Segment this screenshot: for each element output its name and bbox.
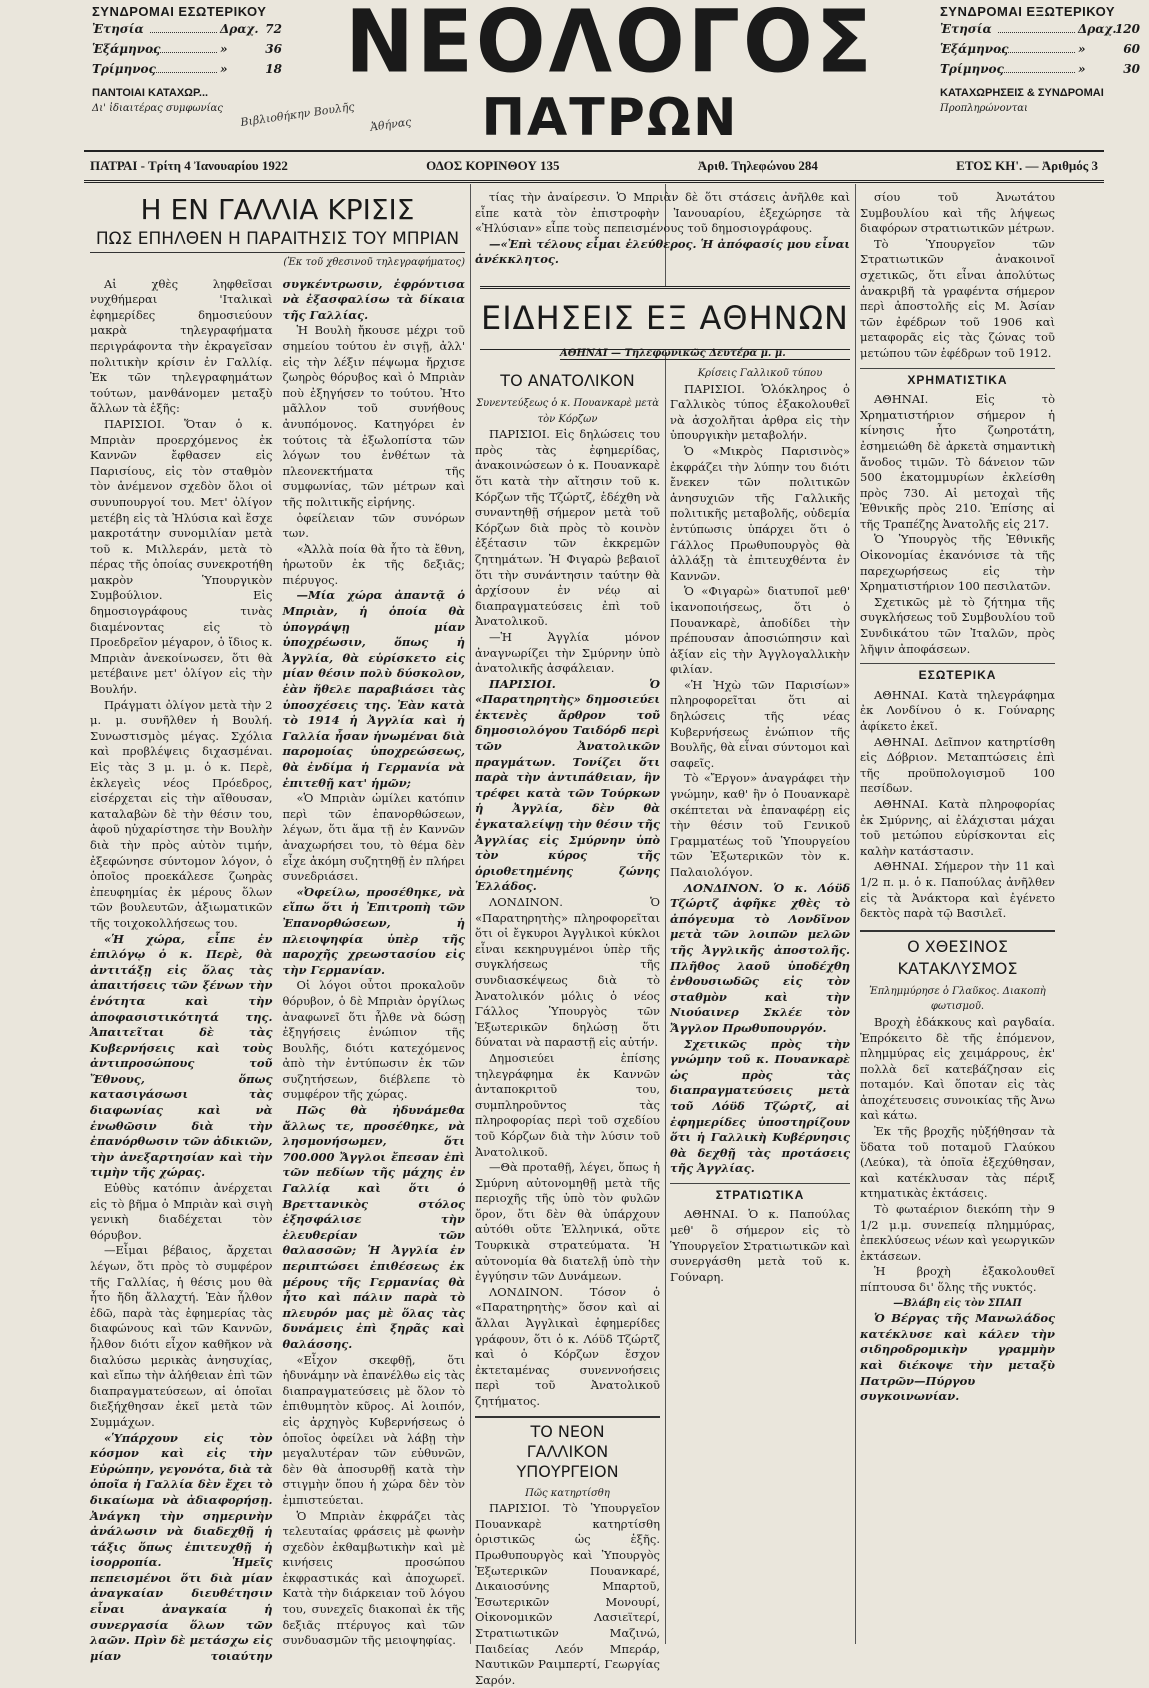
dateline (84, 150, 1104, 183)
dateline-issue: ΕΤΟΣ ΚΗ'. — Ἀριθμός 3 (956, 158, 1098, 173)
newspaper-title: ΝΕΟΛΟΓΟΣ (345, 0, 875, 93)
paragraph: Σχετικῶς πρὸς τὴν γνώμην τοῦ κ. Πουανκαρὲ ὡς πρὸς τὰς διαπραγματεύσεις μετὰ τοῦ Λόϋδ Τζώρτζ, αἱ ἐφημερίδες ὑποστηρίζουν ὅτι ἡ Γαλλικὴ Κυβέρνησις θὰ δεχθῇ τὰς προτάσεις τῆς Ἀγγλίας. (670, 1036, 850, 1176)
rate-amount: 30 (1123, 62, 1140, 76)
article-body (90, 277, 465, 1665)
paragraph: ΠΑΡΙΣΙΟΙ. Ὁλόκληρος ὁ Γαλλικὸς τύπος ἐξακολουθεῖ νὰ ἀσχολῆται ἀρθρα εἰς τὴν ὑπουργικὴν μεταβολήν. (670, 381, 850, 443)
rate-label: Ἑξάμηνος (92, 42, 161, 56)
dateline-address: ΟΔΟΣ ΚΟΡΙΝΘΟΥ 135 (426, 158, 560, 173)
paragraph: ΑΘΗΝΑΙ. Εἰς τὸ Χρηματιστήριον σήμερον ἡ κίνησις ἦτο ζωηροτάτη, ἐσημειώθη δὲ ἀρκετὰ σημαντικὴ ἄνοδος τιμῶν. Τὸ δάνειον τῶν 500 ἑκατομμυρίων ἐκλείσθη πρὸς 730. Αἱ μετοχαὶ τῆς Ἐθνικῆς πρὸς 210. Ἐπίσης αἱ τῆς Τραπέζης Ἀνατολῆς εἰς 217. (860, 392, 1055, 531)
paragraph: ΑΘΗΝΑΙ. Κατὰ τηλεγράφημα ἐκ Λονδίνου ὁ κ. Γούναρης ἀφίκετο ἐκεῖ. (860, 687, 1055, 733)
section-heading: ΧΡΗΜΑΤΙΣΤΙΚΑ (860, 368, 1055, 389)
article-subhead: ΠΩΣ ΕΠΗΛΘΕΝ Η ΠΑΡΑΙΤΗΣΙΣ ΤΟΥ ΜΠΡΙΑΝ (90, 228, 465, 253)
rate-label: Τρίμηνος (92, 62, 156, 76)
paragraph: «Ὀφείλω, προσέθηκε, νὰ εἴπω ὅτι ἡ Ἐπιτροπὴ τῶν Ἐπανορθώσεων, ἡ πλειοψηφία ὑπὲρ τῆς παροχῆς χρεωστασίου εἰς τὴν Γερμανίαν. (282, 884, 465, 977)
paragraph: —Θὰ προταθῇ, λέγει, ὅπως ἡ Σμύρνη αὐτονομηθῇ μετὰ τῆς περιοχῆς τῆς ὑπὸ τὸν φυλῶν ὅρον, ὅτι δὲν θὰ ὑπάρχουν αὐτόθι οὔτε Ἑλληνικά, οὔτε Τουρκικὰ στρατεύματα. Ἡ αὐτονομία θὰ διατελῇ ὑπὸ τὴν ἐγγύησιν τῶν Δυνάμεων. (475, 1160, 660, 1284)
paragraph: ΑΘΗΝΑΙ. Σήμερον τὴν 11 καὶ 1/2 π. μ. ὁ κ. Παπούλας ἀνῆλθεν εἰς τὰ Ἀνάκτορα καὶ ἐγένετο δεκτὸς παρὰ τῷ Βασιλεῖ. (860, 859, 1055, 921)
paragraph: «Ἀλλὰ ποία θὰ ἦτο τὰ ἔθνη, ἡρωτοῦν ἐκ τῆς δεξιᾶς; πιέρυγος. (282, 541, 465, 587)
rate-label: Ἑξάμηνος (940, 42, 1009, 56)
rate-currency: Δραχ. (1078, 22, 1117, 36)
paragraph: Ὁ «Μικρὸς Παρισινὸς» ἐκφράζει τὴν λύπην του διότι ἔνεκεν τῶν πολιτικῶν ἀνησυχιῶν τῆς Γαλλικῆς πολιτικῆς μεταβολῆς, οὐδεμία ἐντύπωσις ὑπάρχει ὅτι ὁ Γάλλος Πρωθυπουργὸς θὰ ἀλλάξῃ τὰ ἐπιτευχθέντα ἐν Καννῶν. (670, 443, 850, 583)
paragraph: ΛΟΝΔΙΝΟΝ. Ὁ κ. Λόϋδ Τζώρτζ ἀφῆκε χθὲς τὸ ἀπόγευμα τὸ Λονδῖνον μετὰ τῶν λοιπῶν μελῶν τῆς Ἀγγλικῆς ἀποστολῆς. Πλῆθος λαοῦ ὑποδέχθη ἐνθουσιωδῶς εἰς τὸν σταθμὸν καὶ τὴν Νιούαινερ Σκλέε τὸν Ἄγγλον Πρωθυπουργόν. (670, 880, 850, 1035)
paragraph: ΛΟΝΔΙΝΟΝ. Ὁ «Παρατηρητὴς» πληροφορεῖται ὅτι οἱ ἔγκυροι Ἀγγλικοὶ κύκλοι εἶναι κεκηρυγμένοι ὑπὲρ τῆς συγκλήσεως τῆς συνδιασκέψεως διὰ τὸ Ἀνατολικόν μόλις ὁ νέος Γάλλος Ὑπουργὸς τῶν Ἐξωτερικῶν δηλώσῃ ὅτι δύναται νὰ παραστῇ εἰς αὐτήν. (475, 895, 660, 1050)
paragraph: —«Ἐπὶ τέλους εἶμαι ἐλεύθερος. Ἡ ἀπόφασίς μου εἶναι ἀνέκκλητος. (475, 236, 850, 267)
ads-note: ΚΑΤΑΧΩΡΗΣΕΙΣ & ΣΥΝΔΡΟΜΑΙ (940, 87, 1104, 99)
paragraph: Σχετικῶς μὲ τὸ ζήτημα τῆς συγκλήσεως τοῦ Συμβουλίου τοῦ Συνδικάτου τῶν Ἰταλῶν, πρὸς λῆψιν ἀποφάσεων. (860, 594, 1055, 656)
ads-note-detail: Δι' ἰδιαιτέρας συμφωνίας (92, 103, 223, 114)
section-heading: Ο ΧΘΕΣΙΝΟΣ ΚΑΤΑΚΛΥΣΜΟΣ (860, 930, 1055, 980)
rate-row (92, 39, 282, 59)
leader-dots (150, 39, 217, 53)
newspaper-subtitle: ΠΑΤΡΩΝ (481, 88, 739, 148)
dateline-place-date: ΠΑΤΡΑΙ - Τρίτη 4 Ἰανουαρίου 1922 (90, 158, 288, 173)
paragraph: Ἐκ τῆς βροχῆς ηὐξήθησαν τὰ ὕδατα τοῦ ποταμοῦ Γλαύκου (Λεύκα), τὰ ὁποῖα ἐξεχύθησαν, καὶ κατέκλυσαν τὰς πέριξ κτηματικὰς ἐκτάσεις. (860, 1124, 1055, 1201)
rate-label: Ἐτησία (92, 22, 144, 36)
paragraph: ΠΑΡΙΣΙΟΙ. Ὅταν ὁ κ. Μπριὰν προερχόμενος ἐκ Καννῶν ἔφθασεν εἰς Παρισίους, εἰς τὸν σταθμὸν τὸν ἀνέμενον σχεδὸν ὅλοι οἱ συνυπουργοί του. Μετ' ὀλίγον μετέβη εἰς τὰ Ἠλύσια καὶ ἔσχε μακροτάτην συνομιλίαν μετὰ τοῦ κ. Μιλλεράν, μετὰ τὸ πέρας τῆς ὁποίας συνεκροτήθη μακρὸν Ὑπουργικὸν Συμβούλιον. Εἰς δημοσιογράφους τινὰς διαμένοντας εἰς τὸ Προεδρεῖον μέγαρον, ὁ ἴδιος κ. Μπριὰν ἀνεκοίνωσεν, ὅτι θὰ μετέβαινε μετ' ὀλίγον εἰς τὴν Βουλήν. (90, 416, 273, 697)
leader-dots (150, 59, 217, 73)
paragraph: Βροχὴ ἐδάκκους καὶ ραγδαία. Ἐπρόκειτο δὲ τῆς ἐπόμενον, πλημμύρας εἰς χειμάρρους, ἐκ' πολλὰ δεῖ κατεβάζησαν εἰς ποταμόν. Καὶ ὅποταν εἰς τὰς ἀποχέτευσεις συνοικίας τῆς Ἀνω καὶ κάτω. (860, 1014, 1055, 1123)
rate-row (92, 19, 282, 39)
section-note: —Βλάβη εἰς τὸν ΣΠΑΠ (893, 1297, 1022, 1309)
paragraph: Ὁ Ὑπουργὸς τῆς Ἐθνικῆς Οἰκονομίας ἐκανόνισε τὰ τῆς παρεχωρήσεως εἰς τὴν Χρηματιστήριον 100 πεσιλατῶν. (860, 532, 1055, 594)
foreign-subscriptions (940, 0, 1140, 114)
rate-currency: » (220, 62, 228, 76)
section-subline: ΑΘΗΝΑΙ — Τηλεφωνικῶς Δευτέρα μ. μ. (560, 348, 850, 360)
paragraph: «Ἡ χώρα, εἶπε ἐν ἐπιλόγῳ ὁ κ. Περὲ, θὰ ἀντιτάξῃ εἰς ὅλας τὰς ἀπαιτήσεις τῶν ξένων τὴν ἑνότητα καὶ τὴν ἀποφασιστικότητά της. Ἀπαιτεῖται δὲ τὰς Κυβερνήσεις καὶ τοὺς ἀντιπροσώπους τοῦ Ἔθνους, ὅπως κατασιγάσωσι τὰς διαφωνίας καὶ νὰ ἑνωθῶσιν διὰ τὴν ἐπανόρθωσιν τῶν ἀδικιῶν, τὴν ἀνεξαρτησίαν καὶ τὴν τιμὴν τῆς χώρας. (90, 931, 273, 1180)
section-note: Κρίσεις Γαλλικοῦ τύπου (697, 368, 823, 379)
rate-row (940, 19, 1140, 39)
paragraph: Οἱ λόγοι οὗτοι προκαλοῦν θόρυβον, ὁ δὲ Μπριὰν ὀργίλως ἀναφωνεῖ ὅτι ἦλθε νὰ δώσῃ ἐξηγήσεις ἐνώπιον τῆς Βουλῆς, διότι κατεχόμενος ἀπὸ τὴν ἐντύπωσιν ἐκ τῶν συζητήσεων, διέβλεπε τὸ συμφέρον τῆς χώρας. (282, 978, 465, 1102)
section-note: Συνεντεύξεως ὁ κ. Πουανκαρὲ μετὰ τὸν Κόρζων (475, 398, 660, 425)
leader-dots (998, 39, 1075, 53)
paragraph: Ἡ βροχὴ ἐξακολουθεῖ πίπτουσα δι' ὅλης τῆς νυκτός. (860, 1264, 1055, 1294)
rate-currency: » (1078, 62, 1086, 76)
column-rule (855, 184, 856, 1644)
library-stamp: Βιβλιοθήκην Βουλῆς (239, 100, 356, 129)
leader-dots (150, 19, 217, 33)
paragraph: Ὁ Βέργας τῆς Μανωλάδος κατέκλυσε καὶ κάλεν τὴν σιδηροδρομικὴν γραμμὴν καὶ διέκοψε τὴν μεταξὺ Πατρῶν—Πύργου συγκοινωνίαν. (860, 1311, 1055, 1404)
rate-row (92, 59, 282, 79)
paragraph: ὀφείλειαν τῶν συνόρων των. (282, 510, 465, 541)
paragraph: Πράγματι ὀλίγον μετὰ τὴν 2 μ. μ. συνῆλθεν ἡ Βουλή. Συνωστισμὸς μέγας. Σχόλια καὶ προβλέψεις διχασμέναι. Εἰς τὰς 3 μ. μ. ὁ κ. Περὲ, ἐκλεγεὶς νέος Πρόεδρος, εἰσέρχεται εἰς τὴν αἴθουσαν, καταλαβὼν δὲ τὴν θέσιν του, ἀφοῦ ηὐχαρίστησε τὴν Βουλὴν διὰ τὴν πρὸς αὐτὸν τιμήν, ἐξεφώνησε σύντομον λόγον, ὁ ὁποῖος προεκάλεσε ζωηρὰς ἐπευφημίας ἐκ μέρους ὅλων τῶν βουλευτῶν, ἀξιωματικῶν τῆς τοιχοκολλήσεως του. (90, 697, 273, 930)
rate-amount: 36 (265, 42, 282, 56)
paragraph: Τὸ Ὑπουργεῖον τῶν Στρατιωτικῶν ἀνακοινοῖ σχετικῶς, ὅτι εἶναι ἀπολύτως ἀνακριβῆ τὰ γραφέντα σήμερον περὶ ἀποστολῆς εἰς Μ. Ἀσίαν τῶν ἐφέδρων τοῦ 1906 καὶ μεταφορᾶς εἰς τὰς ζώνας τοῦ μετώπου τῶν ἐφέδρων τοῦ 1912. (860, 236, 1055, 360)
athens-news-col-b (670, 366, 850, 1651)
paragraph: Αἱ χθὲς ληφθεῖσαι νυχθήμεραι 'Ιταλικαὶ ἐφημερίδες δημοσιεύουν μακρὰ τηλεγραφήματα περιγράφοντα τὴν ἐκραγεῖσαν πολιτικὴν κρίσιν ἐν Γαλλίᾳ. Ἐκ τῶν τηλεγραφημάτων τούτων, μανθάνομεν μεταξὺ ἄλλων τὰ ἑξῆς: (90, 276, 273, 416)
column-rule (665, 184, 666, 1644)
paragraph: ΠΑΡΙΣΙΟΙ. Εἰς δηλώσεις του πρὸς τὰς ἐφημερίδας, ἀνακοινώσεων ὁ κ. Πουανκαρὲ ὅτι κατὰ τὴν αἴτησιν τοῦ κ. Κόρζων τῆς Τζώρτζ, ἐδέχθη νὰ συναντηθῇ σήμερον μετὰ τοῦ Κόρζων διὰ πρὸς τὸ κοινὸν ἐξέτασιν τῶν ἐκκρεμῶν ζητημάτων. Ἡ Φιγαρὼ βεβαιοῖ ὅτι τὴν συνάντησιν ταύτην θὰ ἀρχίσουν ἐν νέῳ αἱ διαπραγματεύσεις ἐπὶ τοῦ Ἀνατολικοῦ. (475, 427, 660, 629)
leader-dots (998, 19, 1075, 33)
rate-amount: 60 (1123, 42, 1140, 56)
paragraph: ΠΑΡΙΣΙΟΙ. Ὁ «Παρατηρητὴς» δημοσιεύει ἐκτενὲς ἄρθρον τοῦ δημοσιολόγου Ταιδόρδ περὶ τῶν Ἀνατολικῶν πραγμάτων. Τονίζει ὅτι παρὰ τὴν ἀντιπάθειαν, ἣν τρέφει κατὰ τῶν Τούρκων ἡ Ἀγγλία, δὲν θὰ ἐγκαταλείψῃ τὴν θέσιν τῆς Ἀγγλίας εἰς Σμύρνην ὑπὸ τὸν κύρος τῆς ὁριοθετημένης ζώνης Ἑλλάδος. (475, 676, 660, 894)
leader-dots (998, 59, 1075, 73)
paragraph: ΠΑΡΙΣΙΟΙ. Τὸ Ὑπουργεῖον Πουανκαρὲ κατηρτίσθη ὁριστικῶς ὡς ἑξῆς. Πρωθυπουργὸς καὶ Ὑπουργὸς Ἐξωτερικῶν Πουανκαρέ, Δικαιοσύνης Μπαρτοῦ, Ἐσωτερικῶν Μονουρί, Οἰκονομικῶν Λασιεϊτερί, Στρατιωτικῶν Μαζινώ, Παιδείας Λεόν Μπεράρ, Ναυτικῶν Ραιμπερτί, Γεωργίας Σαρόν. (475, 1501, 660, 1687)
section-headline-athens-news: ΕΙΔΗΣΕΙΣ ΕΞ ΑΘΗΝΩΝ (480, 286, 850, 350)
rate-amount: 72 (265, 22, 282, 36)
paragraph: Εὐθὺς κατόπιν ἀνέρχεται εἰς τὸ βῆμα ὁ Μπριὰν καὶ σιγὴ γενικὴ διαδέχεται τὸν θόρυβον. (90, 1181, 273, 1242)
dateline-phone: Ἀριθ. Τηλεφώνου 284 (697, 158, 818, 173)
paragraph: Ὁ «Φιγαρὼ» διατυποῖ μεθ' ἱκανοποιήσεως, ὅτι ὁ Πουανκαρὲ, ἀποδίδει τὴν πρέπουσαν ἀποσιώπησιν καὶ ἀξίαν εἰς τὴν Ἀγγλογαλλικὴν φιλίαν. (670, 584, 850, 677)
rate-amount: 18 (265, 62, 282, 76)
rate-currency: Δραχ. (220, 22, 259, 36)
column-rule (470, 184, 471, 1644)
paragraph: ΑΘΗΝΑΙ. Κατὰ πληροφορίας ἐκ Σμύρνης, αἱ ἐλάχισται μάχαι τοῦ μετώπου εὑρίσκονται εἰς καλὴν κατάστασιν. (860, 796, 1055, 858)
rate-row (940, 59, 1140, 79)
paragraph: Ἡ Βουλὴ ἤκουσε μέχρι τοῦ σημείου τούτου ἐν σιγῇ, ἀλλ' εἰς τὴν λέξιν πέψωμα ἤρχισε ζωηρὸς θόρυβος καὶ ὁ Μπριὰν ποὺ ἐξηγήσεν το τούτου. Ἠτο μᾶλλον τοῦ συνήθους ἀνυπόμονος. Κατηγόρει ἐν τούτοις τὰ ἐξωλοπίστα τῶν λόγων του ἐνθέτων τὰ πλεονεκτήματα τῆς συμφωνίας, τῶν μέτρων καὶ τῆς πολιτικῆς εἰρήνης. (282, 323, 465, 509)
section-note: Πῶς κατηρτίσθη (525, 1487, 610, 1499)
paragraph: —Μία χώρα ἀπαντᾷ ὁ Μπριὰν, ἡ ὁποία θὰ ὑπογράψῃ μίαν ὑποχρέωσιν, ὅπως ἡ Ἀγγλία, θὰ εὑρίσκετο εἰς μίαν θέσιν πολὺ δύσκολον, ἐὰν ἤθελε παραβιάσει τὰς ὑποσχέσεις της. Ἐὰν κατὰ τὸ 1914 ἡ Ἀγγλία καὶ ἡ Γαλλία ἦσαν ἡνωμέναι διὰ παρομοίας ὑποχρεώσεως, θὰ ἐνδίμα ἡ Γερμανία νὰ ἐπιτεθῇ κατ' ἡμῶν; (282, 588, 465, 790)
paragraph: ΑΘΗΝΑΙ. Δεῖπνον κατηρτίσθη εἰς Δόβριον. Μεταπτώσεις ἐπὶ τῆς προϋπολογισμοῦ 100 πεσίδων. (860, 734, 1055, 796)
paragraph: Δημοσιεύει ἐπίσης τηλεγράφημα ἐκ Καννῶν ἀνταποκριτοῦ του, συμπληροῦντος τὰς πληροφορίας περὶ τοῦ σχεδίου τοῦ Κόρζων διὰ τὴν λύσιν τοῦ Ἀνατολικοῦ. (475, 1050, 660, 1159)
rate-amount: 120 (1114, 22, 1140, 36)
article-france-crisis (90, 190, 465, 1663)
paragraph: «Ὁ Μπριὰν ὡμίλει κατόπιν περὶ τῶν ἐπανορθώσεων, λέγων, ὅτι ἅμα τῇ ἐν Καννῶν ἀναχωρήσει του, τὸ θέμα δὲν εἶχε ἀκόμη συζητηθῇ ἐν πλήρει συνεδριάσει. (282, 791, 465, 884)
paragraph: τίας τὴν ἀναίρεσιν. Ὁ Μπριὰν δὲ ὅτι στάσεις ἀνῆλθε καὶ εἶπε κατὰ τὸν ἐπιστροφὴν Ἰανουαρίου, ἐξεχώρησε τὰ «Ἠλύσιαν» εἶπε τοὺς πεπεισμένους τοῦ δημοσιογράφους. (475, 190, 850, 236)
article-source-note: (Ἐκ τοῦ χθεσινοῦ τηλεγραφήματος) (283, 257, 465, 268)
rate-label: Τρίμηνος (940, 62, 1004, 76)
paragraph: Ὁ Μπριὰν ἐκφράζει τὰς τελευταίας φράσεις μὲ φωνὴν σχεδὸν ἐκθαμβωτικὴν καὶ μὲ κινήσεις προσώπου ἐκφραστικάς καὶ ἀποχωρεῖ. Κατὰ τὴν διάρκειαν τοῦ λόγου του, συνεχεῖς διακοπαὶ ἐκ τῆς δεξιᾶς πτέρυγος καὶ τῶν συνδυασμῶν τῆς μειοψηφίας. (282, 1508, 465, 1648)
right-column (860, 190, 1055, 1650)
rate-currency: » (220, 42, 228, 56)
library-stamp-city: Ἀθήνας (369, 115, 413, 134)
domestic-subscriptions-heading: ΣΥΝΔΡΟΜΑΙ ΕΣΩΤΕΡΙΚΟΥ (92, 4, 267, 19)
paragraph: Πῶς θὰ ἠδυνάμεθα ἄλλως τε, προσέθηκε, νὰ λησμονήσωμεν, ὅτι 700.000 Ἄγγλοι ἔπεσαν ἐπὶ τῶν πεδίων τῆς μάχης ἐν Γαλλίᾳ καὶ ὅτι ὁ Βρεττανικὸς στόλος ἐξησφάλισε τὴν ἐλευθερίαν τῶν θαλασσῶν; Ἡ Ἀγγλία ἐν περιπτώσει ἐπιθέσεως ἐκ μέρους τῆς Γερμανίας θὰ ἦτο καὶ πάλιν παρὰ τὸ πλευρόν μας μὲ ὅλας τὰς δυνάμεις ἐπὶ ξηρᾶς καὶ θαλάσσης. (282, 1103, 465, 1351)
ads-note: ΠΑΝΤΟΙΑΙ ΚΑΤΑΧΩΡ... (92, 87, 209, 99)
athens-news-col-a (475, 366, 660, 1687)
paragraph: Τὸ φωταέριον διεκόπη τὴν 9 1/2 μ.μ. συνεπείᾳ πλημμύρας, ἐπεκλύσεως νέων καὶ γεωργικῶν ἐκτάσεων. (860, 1202, 1055, 1263)
section-heading-line: ΤΟ ΝΕΟΝ (530, 1421, 605, 1441)
section-heading: ΤΟ ΑΝΑΤΟΛΙΚΟΝ (500, 371, 635, 390)
domestic-subscriptions (92, 0, 282, 114)
paragraph: —Ἡ Ἀγγλία μόνον ἀναγνωρίζει τὴν Σμύρνην ὑπὸ ἀνατολικῆς ἀσφάλειαν. (475, 629, 660, 676)
rate-row (940, 39, 1140, 59)
section-heading-line: ΓΑΛΛΙΚΟΝ ΥΠΟΥΡΓΕΙΟΝ (516, 1441, 619, 1481)
paragraph: ΑΘΗΝΑΙ. Ὁ κ. Παπούλας μεθ' ὃ σήμερον εἰς τὸ Ὑπουργεῖον Στρατιωτικῶν καὶ συνεργάσθη μετὰ τοῦ κ. Γούναρη. (670, 1207, 850, 1284)
rate-label: Ἐτησία (940, 22, 992, 36)
article-headline: Η ΕΝ ΓΑΛΛΙΑ ΚΡΙΣΙΣ (140, 193, 415, 226)
rate-currency: » (1078, 42, 1086, 56)
article-continuation (475, 190, 850, 285)
paragraph: ΛΟΝΔΙΝΟΝ. Τόσον ὁ «Παρατηρητὴς» ὅσον καὶ αἱ ἄλλαι Ἀγγλικαὶ ἐφημερίδες γράφουν, ὅτι ὁ κ. Λόϋδ Τζώρτζ καὶ ὁ Κόρζων ἔσχον ἐκτεταμένας συνεννοήσεις περὶ τοῦ Ἀνατολικοῦ ζητήματος. (475, 1284, 660, 1408)
paragraph: «Εἶχον σκεφθῇ, ὅτι ἠδυνάμην νὰ ἐπανέλθω εἰς τὰς διαπραγματεύσεις μὲ ὅλον τὸ ἐπιθυμητὸν κῦρος. Αἱ λοιπόν, εἰς ἀρχηγὸς Κυβερνήσεως ὁ ὁποῖος ὀφείλει νὰ λάβῃ τὴν μεγαλυτέραν τῶν εὐθυνῶν, δὲν θὰ ἀποσυρθῇ κατὰ τὴν στιγμὴν ὅπου ἡ χώρα δὲν τὸν ἐμπιστεύεται. (282, 1352, 465, 1507)
paragraph: «Ὑπάρχουν εἰς τὸν κόσμον καὶ εἰς τὴν Εὐρώπην, γεγονότα, διὰ τὰ ὁποῖα ἡ Γαλλία δὲν ἔχει τὸ δικαίωμα νὰ ἀδιαφορήσῃ. Ἀνάγκη τὴν σημερινὴν ἀνάλωσιν νὰ διαδεχθῇ ἡ τάξις ὅπως ἐπιτευχθῇ ἡ ἰσορροπία. Ἡμεῖς πεπεισμένοι ὅτι διὰ μίαν ἀναγκαίαν διευθέτησιν εἶναι ἀναγκαία ἡ συνεργασία ὅλων τῶν λαῶν. Πρὶν δὲ μετάσχω εἰς μίαν τοιαύτην συγκέντρωσιν, ἐφρόντισα νὰ ἐξασφαλίσω τὰ δίκαια τῆς Γαλλίας. (90, 276, 465, 1663)
section-heading: ΣΤΡΑΤΙΩΤΙΚΑ (670, 1183, 850, 1204)
paragraph: «Ἡ Ἠχὼ τῶν Παρισίων» πληροφορεῖται ὅτι αἱ δηλώσεις τῆς νέας Κυβερνήσεως ἐνώπιον τῆς Βουλῆς, θὰ εἶναι σύντομοι καὶ σαφεῖς. (670, 677, 850, 770)
section-heading: ΕΣΩΤΕΡΙΚΑ (860, 663, 1055, 684)
section-note: Ἐπλημμύρησε ὁ Γλαῦκος. Διακοπὴ φωτισμοῦ. (869, 985, 1046, 1013)
ads-note-detail: Προπληρώνονται (940, 103, 1028, 114)
foreign-subscriptions-heading: ΣΥΝΔΡΟΜΑΙ ΕΞΩΤΕΡΙΚΟΥ (940, 4, 1115, 19)
section-heading (475, 1416, 660, 1482)
paragraph: —Εἶμαι βέβαιος, ἄρχεται λέγων, ὅτι πρὸς τὸ συμφέρον τῆς Γαλλίας, ἡ θέσις μου θὰ ἦτο ἤδη ἄλλαχτή. Ἐὰν ἦλθον ἐδῶ, παρὰ τὰς ἐφημερίας τὰς διαφώνους καὶ τῶν Καννῶν, ἦλθον διότι εἶχον καθῆκον νὰ διαλύσω μερικὰς ἀνησυχίας, καὶ εἴπω τὴν ἀλήθειαν ἐπὶ τῶν διαπραγματεύσεων, αἱ ὁποῖαι διεξήχθησαν ἐκεῖ μετὰ τῶν Συμμάχων. (90, 1243, 273, 1429)
paragraph: σίου τοῦ Ἀνωτάτου Συμβουλίου καὶ τῆς λήψεως διαφόρων στρατιωτικῶν μέτρων. (860, 190, 1055, 236)
paragraph: Τὸ «Ἔργον» ἀναγράφει τὴν γνώμην, καθ' ἣν ὁ Πουανκαρὲ σκέπτεται νὰ ἐπαναφέρῃ εἰς τὴν θέσιν τοῦ Γενικοῦ Γραμματέως τοῦ Ὑπουργείου τῶν Ἐξωτερικῶν τὸν κ. Παλαιολόγον. (670, 771, 850, 879)
